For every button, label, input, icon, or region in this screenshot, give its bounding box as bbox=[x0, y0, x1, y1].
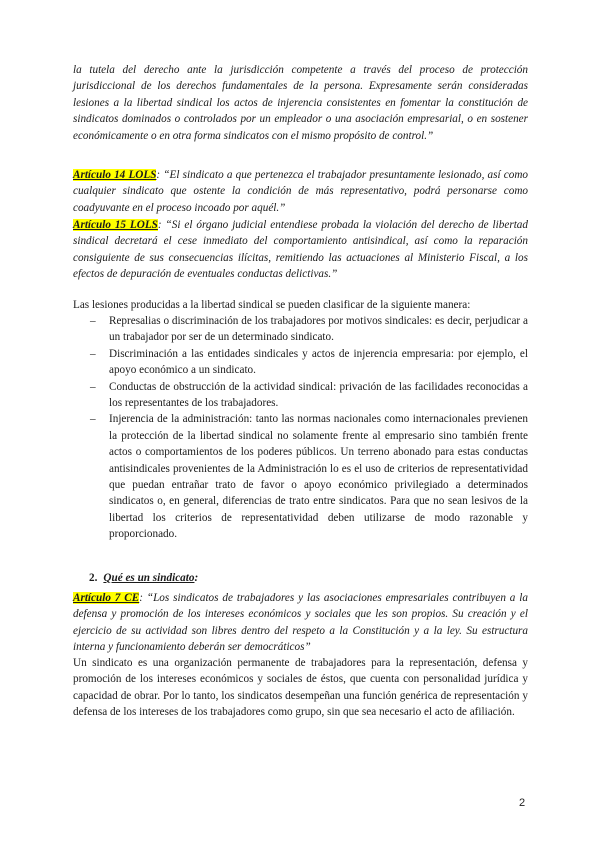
section-2-heading bbox=[89, 572, 198, 584]
page-number: 2 bbox=[519, 797, 526, 809]
list-item-text: Injerencia de la administración: tanto las normas nacionales como internacionales previenen la protección de la libertad sindical no solamente frente al empresario sino también frente actos o comportamientos de los poderes públicos. Un terreno abonado para estas conductas antisindicales provenientes de la Administración lo es el uso de criterios de representatividad que puedan entrañar trato de favor o apoyo económico privilegiado a determinados sindicatos o, en general, diferencias de trato entre sindicatos. Para que no sean lesivos de la libertad los criterios de representatividad deben utilizarse de modo razonable y proporcionado. bbox=[109, 413, 528, 541]
quote-intro-paragraph: la tutela del derecho ante la jurisdicción competente a través del proceso de protección jurisdiccional de los derechos fundamentales de la persona. Expresamente serán consideradas lesiones a la libertad sindical los actos de injerencia consistentes en fomentar la constitución de sindicatos dominados o controlados por un empleador o una asociación empresarial, o en sostener económicamente o en otra forma sindicatos con el mismo propósito de control.” bbox=[73, 64, 528, 142]
list-item bbox=[73, 379, 528, 412]
lesiones-intro: Las lesiones producidas a la libertad sindical se pueden clasificar de la siguiente manera: bbox=[73, 299, 471, 311]
list-item-text: Conductas de obstrucción de la actividad sindical: privación de las facilidades reconocidas a los representantes de los trabajadores. bbox=[109, 380, 528, 410]
article-14-paragraph bbox=[73, 167, 528, 216]
article-7-paragraph bbox=[73, 590, 528, 656]
lesiones-list bbox=[73, 313, 528, 543]
section-2-number: 2. bbox=[89, 572, 98, 584]
article-15-text: : “Si el órgano judicial entendiese probada la violación del derecho de libertad sindical decretará el cese inmediato del comportamiento antisindical, así como la reparación consiguiente de sus consecuencias ilícitas, remitiendo las actuaciones al Ministerio Fiscal, a los efectos de depuración de eventuales conductas delictivas.” bbox=[73, 219, 528, 281]
article-7-text: : “Los sindicatos de trabajadores y las asociaciones empresariales contribuyen a la defensa y promoción de los intereses económicos y sociales que les son propios. Su creación y el ejercicio de su actividad son libres dentro del respeto a la Constitución y a la ley. Su estructura interna y funcionamiento deberán ser democráticos” bbox=[73, 592, 528, 654]
list-item-text: Discriminación a las entidades sindicales y actos de injerencia empresaria: por ejemplo, el apoyo económico a un sindicato. bbox=[109, 347, 528, 377]
article-15-label: Artículo 15 LOLS bbox=[73, 219, 158, 231]
article-14-text: : “El sindicato a que pertenezca el trabajador presuntamente lesionado, así como cualquier sindicato que ostente la condición de más representativo, podrá personarse como coadyuvante en el proceso incoado por aquél.” bbox=[73, 169, 529, 214]
list-item bbox=[73, 313, 528, 346]
article-7-label: Artículo 7 CE bbox=[73, 592, 140, 604]
sindicato-definition: Un sindicato es una organización permanente de trabajadores para la representación, defensa y promoción de los intereses económicos y sociales de éstos, que cuenta con personalidad jurídica y capacidad de obrar. Por lo tanto, los sindicatos desempeñan una función genérica de representación y defensa de los intereses de los trabajadores como grupo, sin que sea necesario el acto de afiliación. bbox=[73, 657, 528, 719]
list-item-text: Represalias o discriminación de los trabajadores por motivos sindicales: es decir, perjudicar a un trabajador por ser de un determinado sindicato. bbox=[109, 315, 528, 344]
section-2-title: Qué es un sindicato bbox=[103, 572, 195, 584]
dash-bullet: – bbox=[90, 413, 96, 426]
list-item bbox=[73, 346, 528, 379]
list-item bbox=[73, 411, 528, 542]
dash-bullet: – bbox=[90, 347, 96, 360]
dash-bullet: – bbox=[90, 315, 96, 327]
section-2-colon: : bbox=[194, 572, 199, 584]
dash-bullet: – bbox=[90, 380, 96, 393]
article-15-paragraph bbox=[73, 217, 528, 283]
article-14-label: Artículo 14 LOLS bbox=[73, 169, 157, 181]
